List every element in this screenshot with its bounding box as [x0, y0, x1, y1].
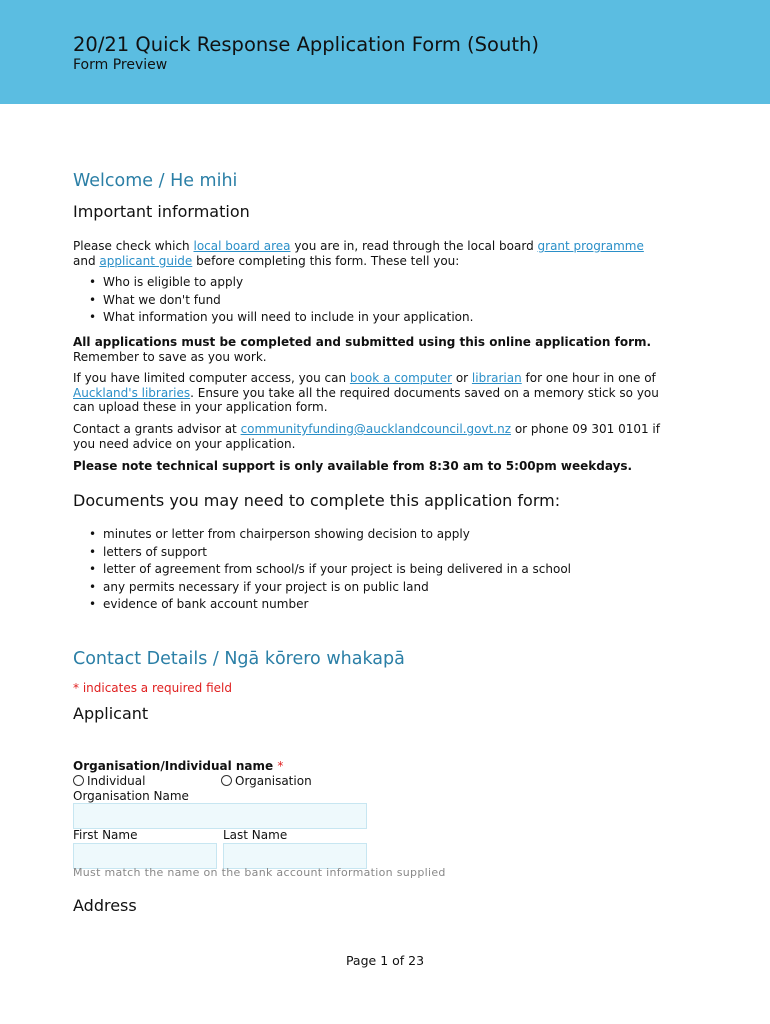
radio-label: Organisation [235, 774, 312, 788]
org-name-input[interactable] [73, 803, 367, 829]
address-heading: Address [73, 896, 137, 915]
list-item: • What information you will need to include in your application. [85, 309, 473, 327]
intro-text: you are in, read through the local board [290, 239, 538, 253]
contact-advisor-paragraph [73, 422, 663, 451]
bold-notice: All applications must be completed and submitted using this online application form. [73, 335, 652, 349]
page-indicator: Page 1 of 23 [345, 953, 425, 968]
applicant-heading: Applicant [73, 704, 149, 723]
required-field-note: * indicates a required field [73, 681, 232, 695]
form-title: 20/21 Quick Response Application Form (South) [73, 33, 539, 56]
access-text: If you have limited computer access, you can [73, 371, 350, 385]
access-text: . Ensure you take all the required documents saved on a memory stick so you can upload these in your application form. [73, 385, 659, 415]
name-hint: Must match the name on the bank account information supplied [73, 866, 446, 879]
form-subtitle: Form Preview [73, 57, 168, 73]
contact-text: Contact a grants advisor at [73, 422, 241, 436]
librarian-link[interactable]: librarian [471, 371, 522, 385]
form-header [0, 0, 770, 104]
intro-text: before completing this form. These tell you: [192, 253, 460, 268]
tech-support-note: Please note technical support is only available from 8:30 am to 5:00pm weekdays. [73, 459, 633, 473]
info-bullet-list [85, 274, 473, 327]
org-name-label: Organisation Name [73, 789, 189, 803]
first-name-label: First Name [73, 828, 138, 842]
intro-paragraph [73, 239, 653, 268]
radio-organisation[interactable] [221, 774, 312, 788]
radio-button-icon[interactable] [221, 775, 232, 786]
important-info-heading: Important information [73, 202, 250, 221]
list-item: • minutes or letter from chairperson showing decision to apply [85, 526, 571, 544]
welcome-heading: Welcome / He mihi [73, 171, 238, 191]
contact-text: or phone 09 301 0101 if you need advice on your application. [73, 422, 660, 451]
radio-button-icon[interactable] [73, 775, 84, 786]
list-item: • evidence of bank account number [85, 596, 571, 614]
list-item: • any permits necessary if your project is on public land [85, 579, 571, 597]
radio-label: Individual [87, 774, 146, 788]
grant-programme-link[interactable]: grant programme [537, 239, 644, 253]
radio-individual[interactable] [73, 774, 145, 788]
last-name-label: Last Name [223, 828, 288, 842]
field-label: Organisation/Individual name [73, 759, 274, 773]
required-star: * [277, 759, 284, 773]
online-application-note [73, 335, 658, 364]
contact-details-heading: Contact Details / Ngā kōrero whakapā [73, 649, 405, 669]
list-item: • What we don't fund [85, 292, 473, 310]
save-reminder: Remember to save as you work. [73, 349, 267, 364]
local-board-area-link[interactable]: local board area [193, 239, 291, 253]
org-individual-label [73, 759, 283, 773]
intro-text: Please check which [73, 239, 194, 253]
applicant-guide-link[interactable]: applicant guide [99, 253, 193, 268]
email-link[interactable]: communityfunding@aucklandcouncil.govt.nz [240, 422, 511, 436]
list-item: • letter of agreement from school/s if your project is being delivered in a school [85, 561, 571, 579]
list-item: • letters of support [85, 544, 571, 562]
access-text: or [452, 371, 472, 385]
book-computer-link[interactable]: book a computer [349, 371, 453, 385]
documents-heading: Documents you may need to complete this application form: [73, 491, 561, 510]
aucklands-libraries-link[interactable]: Auckland's libraries [73, 385, 191, 400]
computer-access-paragraph [73, 371, 663, 415]
intro-text: and [73, 253, 100, 268]
list-item: • Who is eligible to apply [85, 274, 473, 292]
access-text: for one hour in one of [521, 371, 656, 385]
documents-list [85, 526, 571, 614]
